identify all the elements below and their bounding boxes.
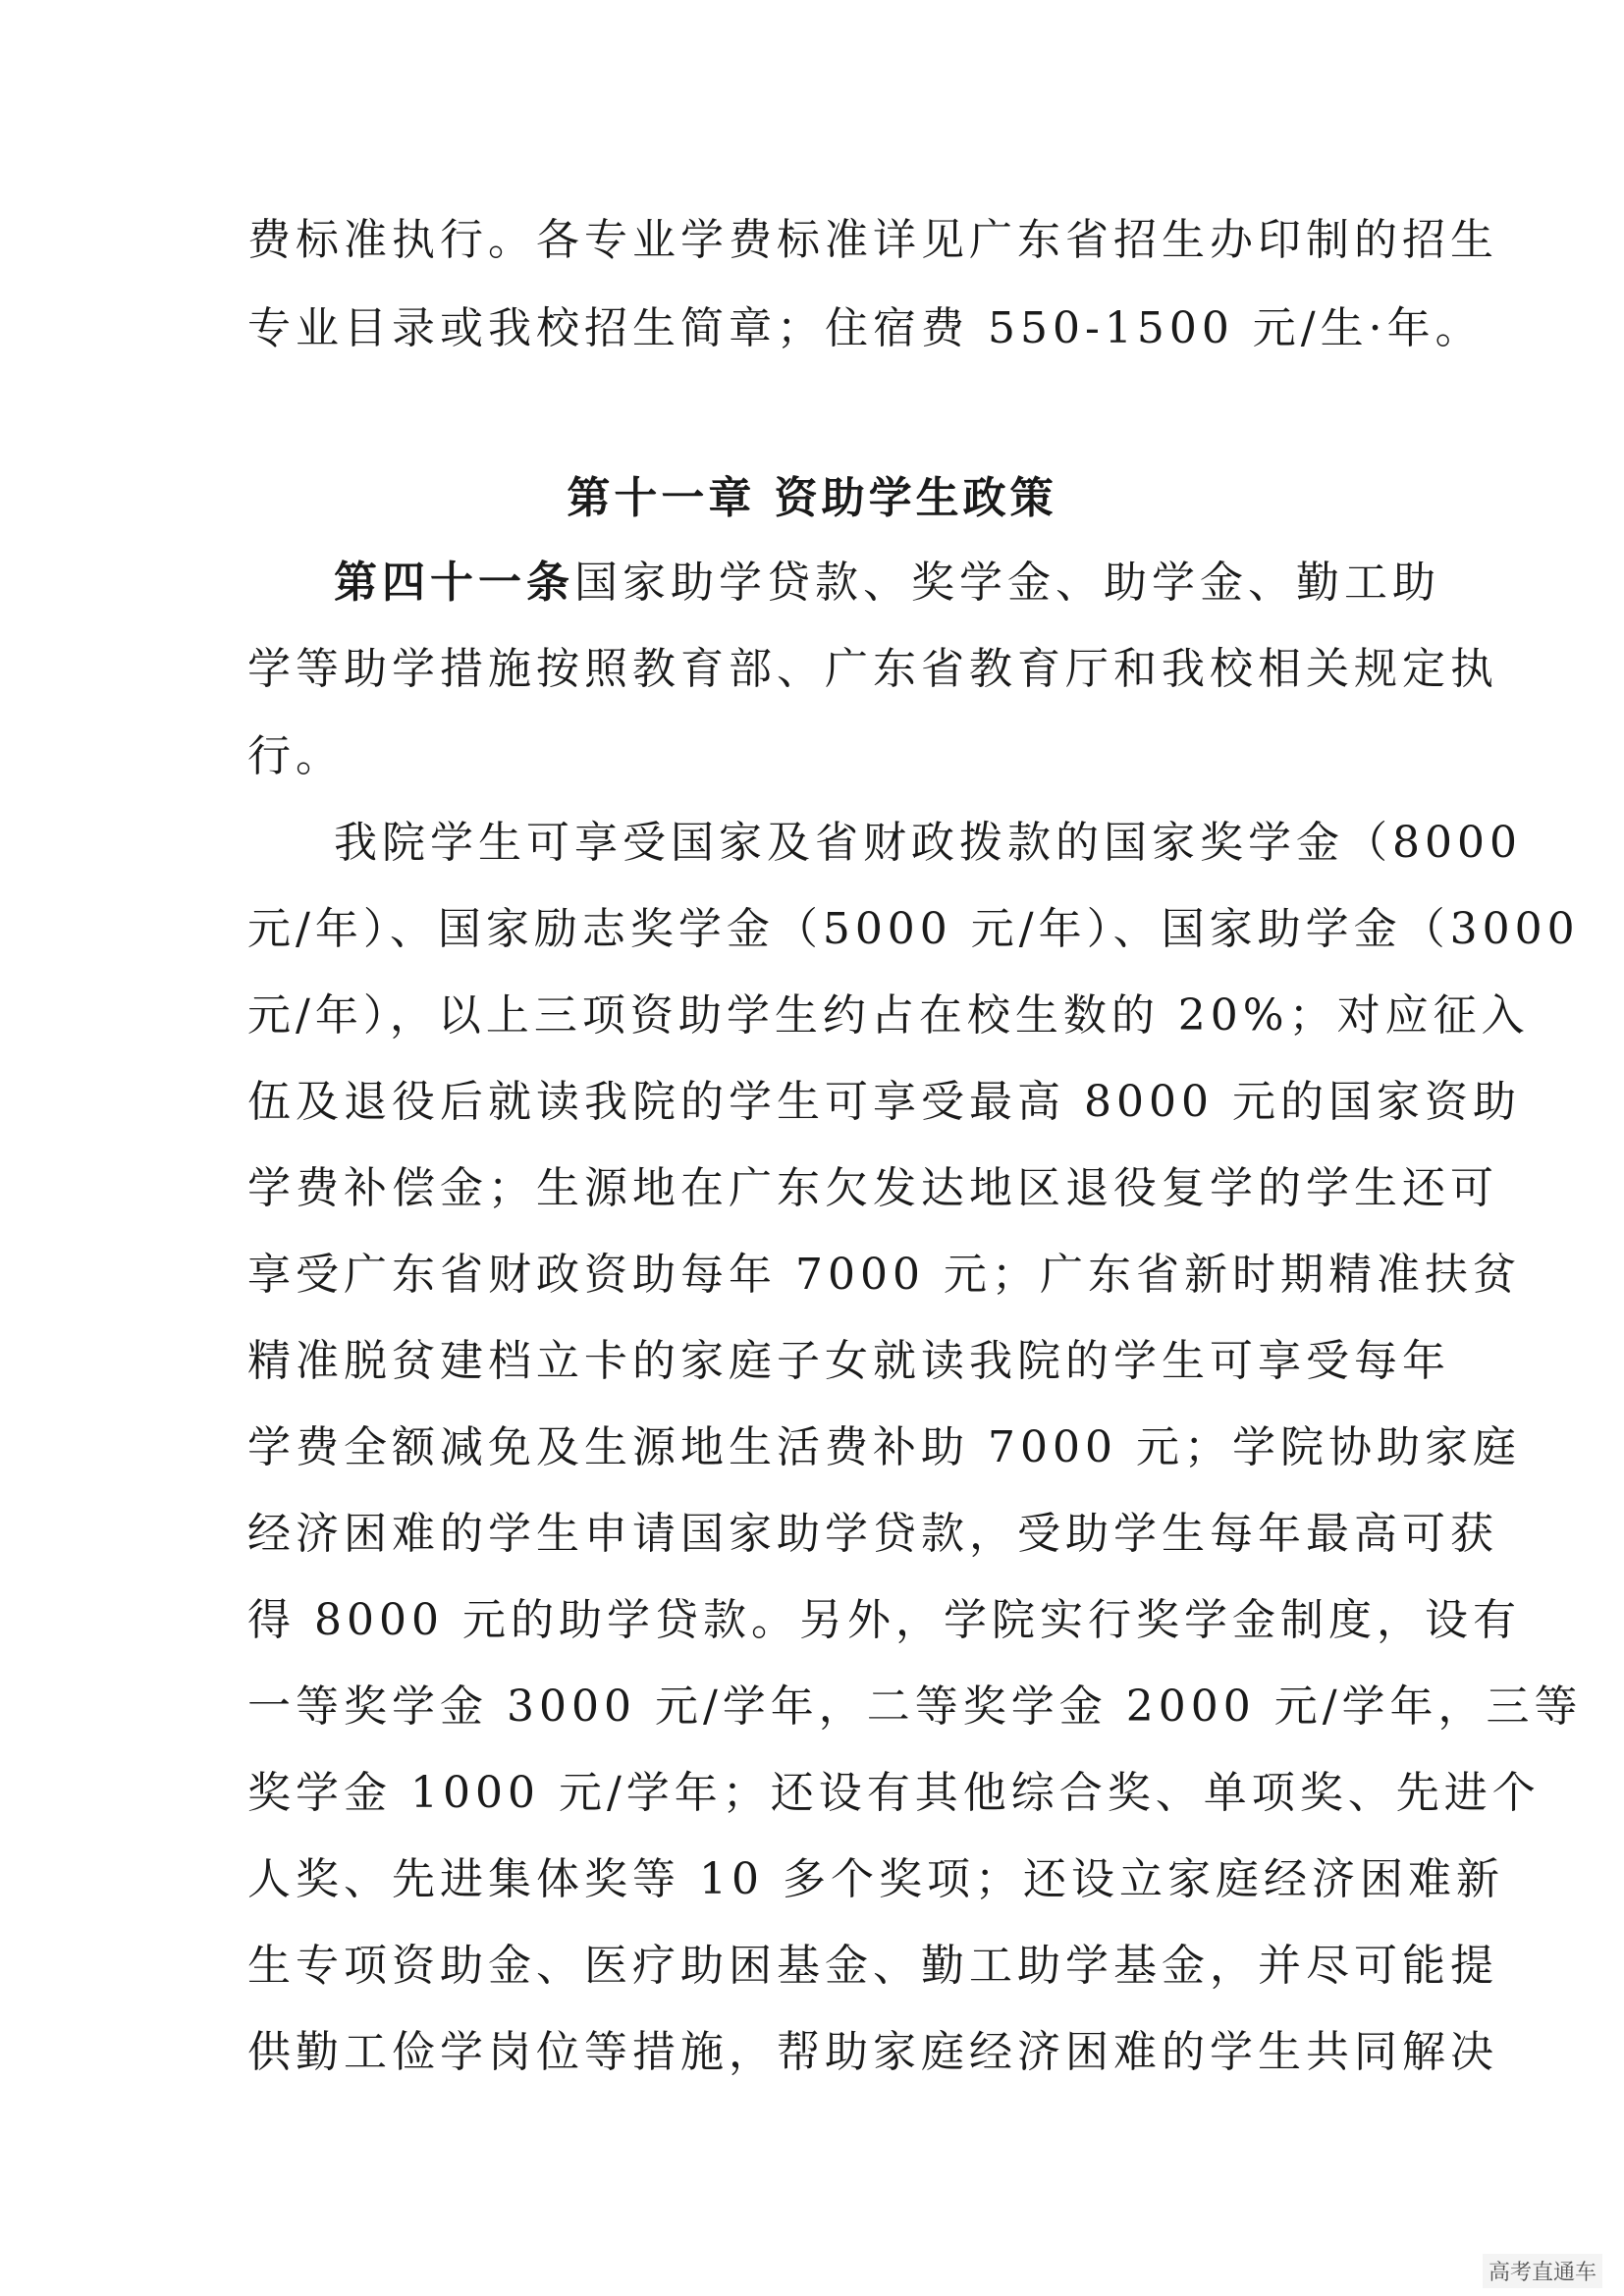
watermark-label: 高考直通车	[1483, 2254, 1602, 2288]
paragraph-line: 学费补偿金；生源地在广东欠发达地区退役复学的学生还可	[247, 1163, 1498, 1213]
text-line: 行。	[247, 731, 344, 781]
paragraph-line: 生专项资助金、医疗助困基金、勤工助学基金，并尽可能提	[247, 1941, 1498, 1991]
paragraph-line: 元/年）、国家励志奖学金（5000 元/年）、国家助学金（3000	[247, 904, 1580, 954]
text-line: 学等助学措施按照教育部、广东省教育厅和我校相关规定执	[247, 644, 1498, 694]
paragraph-line: 奖学金 1000 元/学年；还设有其他综合奖、单项奖、先进个	[247, 1768, 1541, 1818]
paragraph-line: 经济困难的学生申请国家助学贷款，受助学生每年最高可获	[247, 1509, 1498, 1559]
article-41-first-line	[334, 554, 1440, 613]
paragraph-line: 元/年），以上三项资助学生约占在校生数的 20%；对应征入	[247, 990, 1530, 1041]
paragraph-line: 学费全额减免及生源地生活费补助 7000 元；学院协助家庭	[247, 1422, 1521, 1472]
paragraph-line: 人奖、先进集体奖等 10 多个奖项；还设立家庭经济困难新	[247, 1854, 1504, 1904]
paragraph-line: 我院学生可享受国家及省财政拨款的国家奖学金（8000	[334, 818, 1522, 868]
article-label: 第四十一条	[334, 558, 574, 608]
text-line: 费标准执行。各专业学费标准详见广东省招生办印制的招生	[247, 215, 1498, 265]
article-text: 国家助学贷款、奖学金、助学金、勤工助	[574, 558, 1440, 608]
chapter-title: 第十一章 资助学生政策	[567, 473, 1057, 523]
paragraph-line: 精准脱贫建档立卡的家庭子女就读我院的学生可享受每年	[247, 1336, 1450, 1386]
paragraph-line: 供勤工俭学岗位等措施，帮助家庭经济困难的学生共同解决	[247, 2027, 1498, 2077]
text-line: 专业目录或我校招生简章；住宿费 550-1500 元/生·年。	[247, 303, 1484, 353]
paragraph-line: 一等奖学金 3000 元/学年，二等奖学金 2000 元/学年，三等	[247, 1682, 1583, 1732]
paragraph-line: 享受广东省财政资助每年 7000 元；广东省新时期精准扶贫	[247, 1250, 1521, 1300]
paragraph-line: 得 8000 元的助学贷款。另外，学院实行奖学金制度，设有	[247, 1595, 1521, 1645]
paragraph-line: 伍及退役后就读我院的学生可享受最高 8000 元的国家资助	[247, 1077, 1521, 1127]
